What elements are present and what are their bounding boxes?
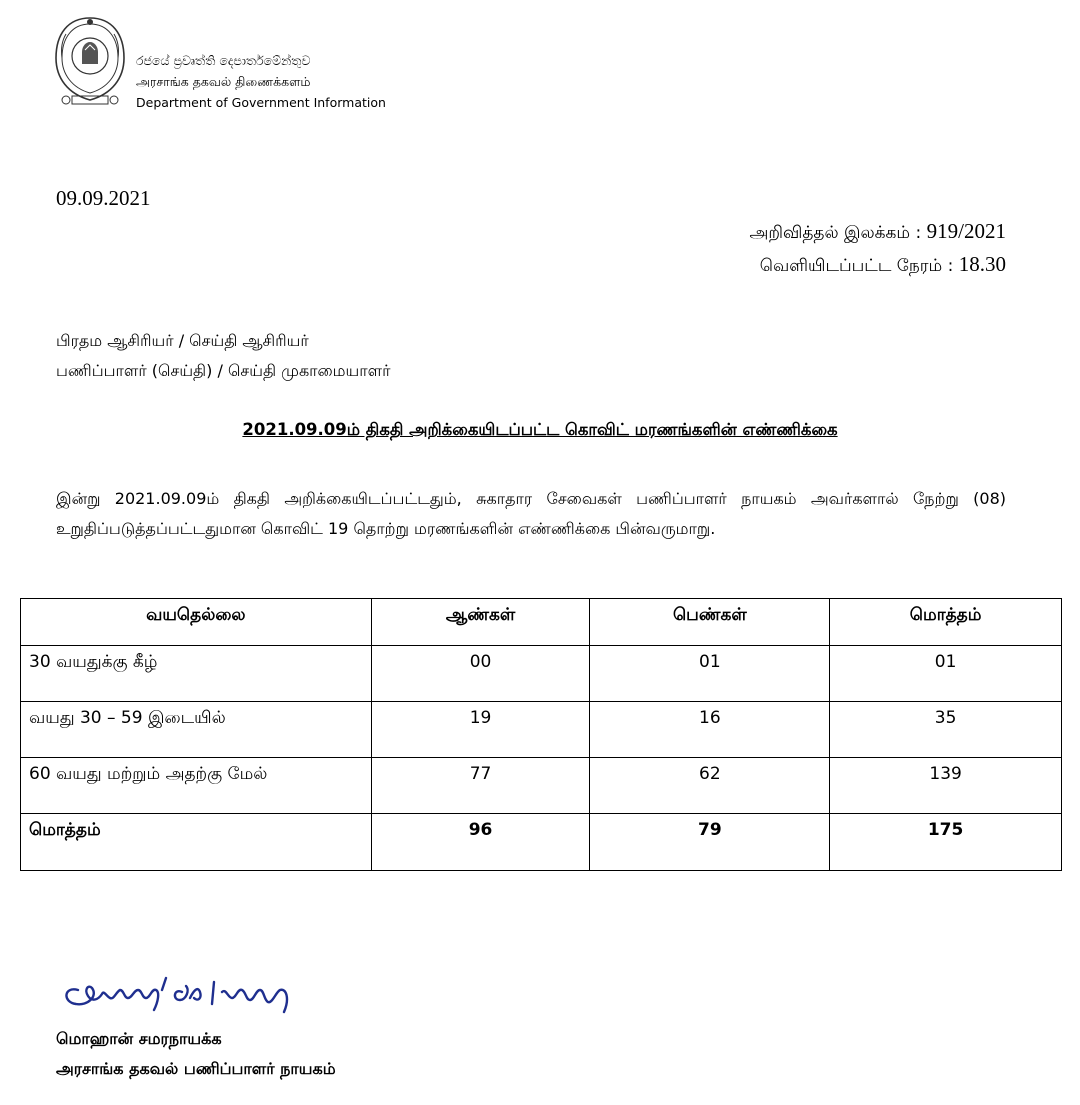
recipients-block (56, 326, 390, 386)
release-number-label: அறிவித்தல் இலக்கம் (749, 223, 911, 243)
total-count-cell: 35 (830, 702, 1062, 758)
female-total-cell: 79 (590, 814, 830, 871)
total-label-cell: மொத்தம் (21, 814, 372, 871)
header-female: பெண்கள் (590, 599, 830, 646)
age-range-cell: வயது 30 – 59 இடையில் (21, 702, 372, 758)
female-count-cell: 62 (590, 758, 830, 814)
male-count-cell: 19 (371, 702, 590, 758)
grand-total-cell: 175 (830, 814, 1062, 871)
handwritten-signature (58, 968, 348, 1020)
female-count-cell: 16 (590, 702, 830, 758)
header-age-range: வயதெல்லை (21, 599, 372, 646)
female-count-cell: 01 (590, 646, 830, 702)
release-number-value: 919/2021 (926, 219, 1006, 243)
release-date: 09.09.2021 (56, 186, 151, 210)
reference-block (750, 216, 1007, 282)
male-count-cell: 00 (371, 646, 590, 702)
male-count-cell: 77 (371, 758, 590, 814)
signatory-name: மொஹான் சமரநாயக்க (56, 1029, 222, 1048)
subject-heading: 2021.09.09ம் திகதி அறிக்கையிடப்பட்ட கொவிட் மரணங்களின் எண்ணிக்கை (242, 420, 838, 439)
department-name-block (136, 50, 386, 113)
table-total-row (21, 814, 1062, 871)
body-paragraph: இன்று 2021.09.09ம் திகதி அறிக்கையிடப்பட்டதும், சுகாதார சேவைகள் பணிப்பாளர் நாயகம் அவர்களால் நேற்று (08) உறுதிப்படுத்தப்பட்டதுமான கொவிட் 19 தொற்று மரணங்களின் எண்ணிக்கை பின்வருமாறு. (56, 489, 1006, 538)
table-row (21, 758, 1062, 814)
table-row (21, 702, 1062, 758)
male-total-cell: 96 (371, 814, 590, 871)
release-number-line: அறிவித்தல் இலக்கம் : 919/2021 (749, 219, 1006, 243)
government-seal-icon (52, 14, 128, 112)
total-count-cell: 01 (830, 646, 1062, 702)
recipient-line: பணிப்பாளர் (செய்தி) / செய்தி முகாமையாளர் (56, 361, 391, 380)
age-range-cell: 60 வயது மற்றும் அதற்கு மேல் (21, 758, 372, 814)
department-name-english: Department of Government Information (136, 95, 386, 110)
release-time-line: வெளியிடப்பட்ட நேரம் : 18.30 (759, 252, 1006, 276)
department-name-tamil: அரசாங்க தகவல் திணைக்களம் (136, 74, 311, 89)
age-range-cell: 30 வயதுக்கு கீழ் (21, 646, 372, 702)
header-male: ஆண்கள் (371, 599, 590, 646)
covid-deaths-table (20, 598, 1062, 871)
header-total: மொத்தம் (830, 599, 1062, 646)
recipient-line: பிரதம ஆசிரியர் / செய்தி ஆசிரியர் (56, 331, 309, 350)
release-time-value: 18.30 (958, 252, 1006, 276)
table-row (21, 646, 1062, 702)
total-count-cell: 139 (830, 758, 1062, 814)
release-time-label: வெளியிடப்பட்ட நேரம் (759, 256, 943, 276)
signatory-block (56, 1024, 336, 1084)
table-header-row (21, 599, 1062, 646)
signatory-title: அரசாங்க தகவல் பணிப்பாளர் நாயகம் (56, 1059, 336, 1078)
department-name-sinhala: රජයේ ප්‍රවෘත්ති දෙපාර්තමේන්තුව (136, 53, 311, 68)
